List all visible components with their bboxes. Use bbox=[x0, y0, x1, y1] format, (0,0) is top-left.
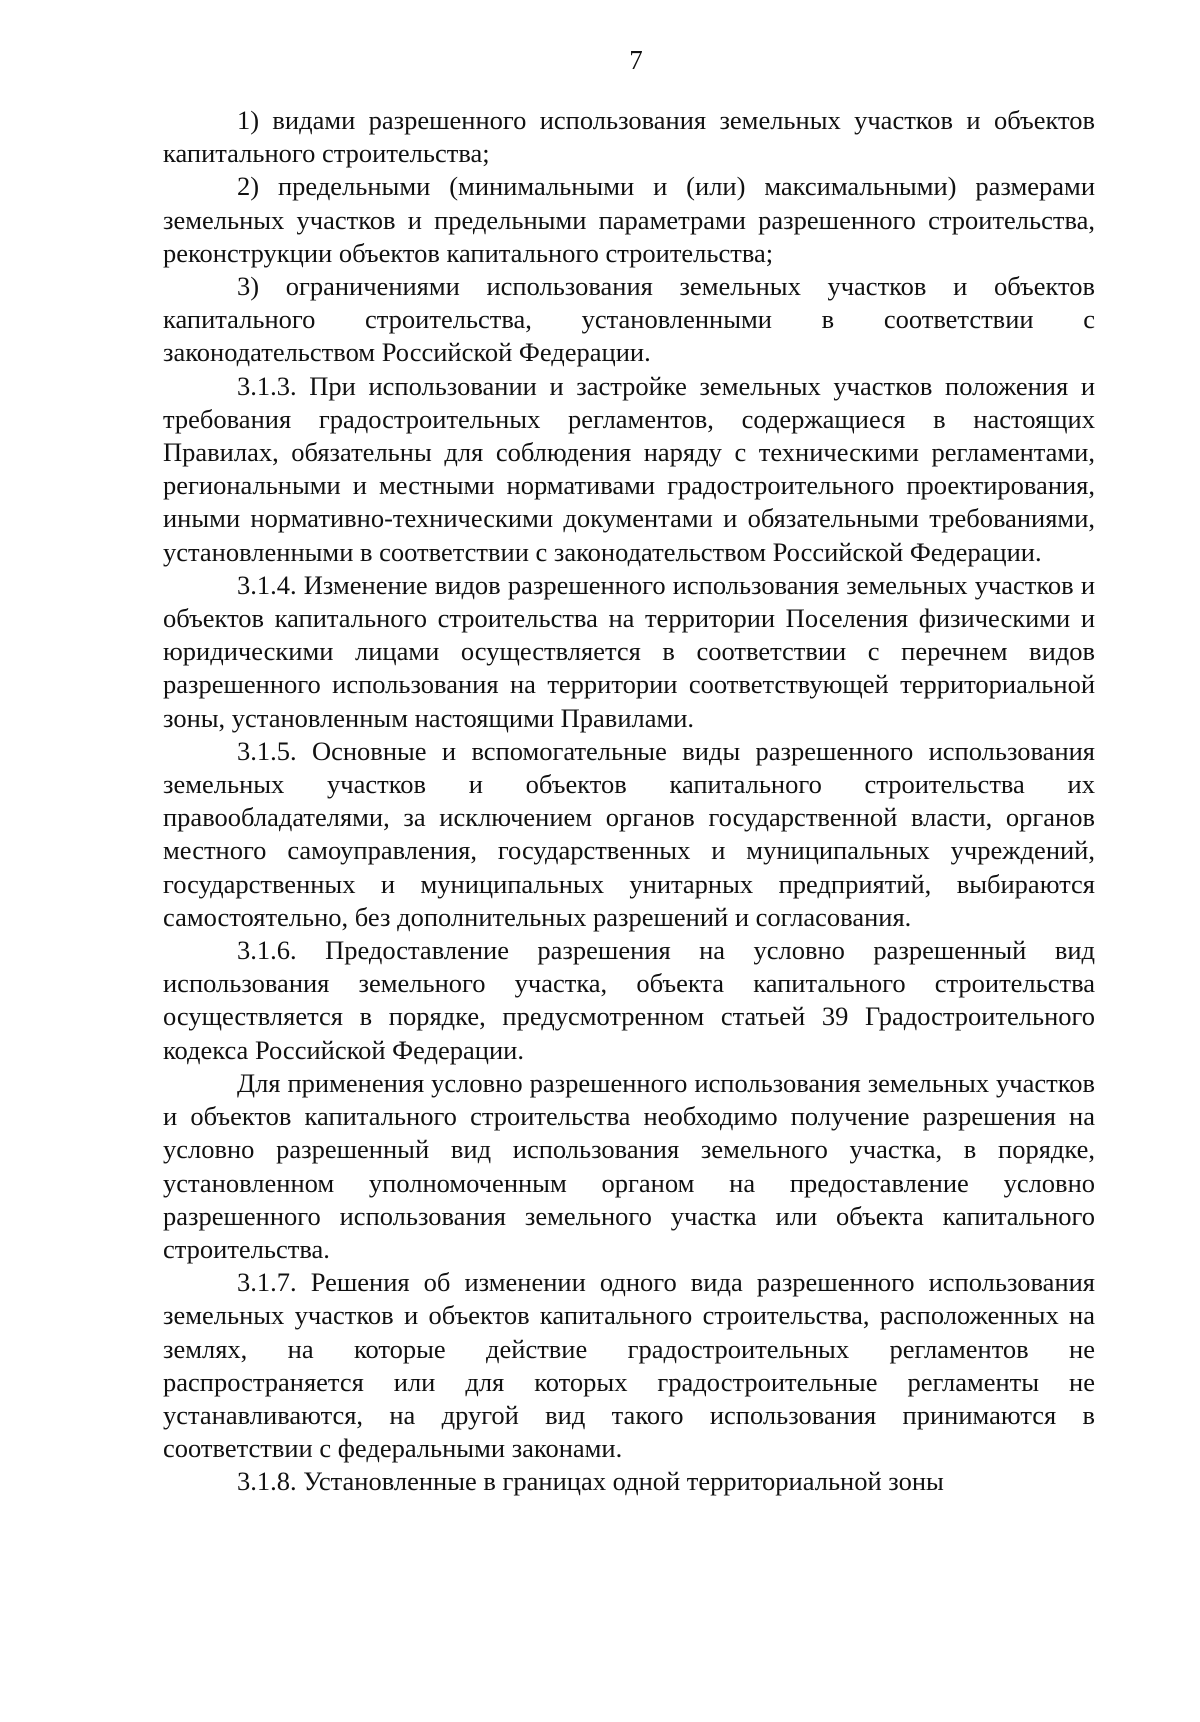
paragraph-3-1-8: 3.1.8. Установленные в границах одной территориальной зоны bbox=[237, 1466, 944, 1497]
paragraph-item-2: 2) предельными (минимальными и (или) максимальными) размерами земельных участков и предельными параметрами разрешенного строительства, реконструкции объектов капитального строительства; bbox=[163, 171, 1095, 268]
paragraph-item-3: 3) ограничениями использования земельных участков и объектов капитального строительства, установленными в соответствии с законодательством Российской Федерации. bbox=[163, 271, 1095, 368]
paragraph-3-1-6: 3.1.6. Предоставление разрешения на условно разрешенный вид использования земельного участка, объекта капитального строительства осуществляется в порядке, предусмотренном статьей 39 Градостроительного кодекса Российской Федерации. bbox=[163, 935, 1095, 1065]
paragraph-3-1-5: 3.1.5. Основные и вспомогательные виды разрешенного использования земельных участков и объектов капитального строительства их правообладателями, за исключением органов государственной власти, органов местного самоуправления, государственных и муниципальных учреждений, государственных и муниципальных унитарных предприятий, выбираются самостоятельно, без дополнительных разрешений и согласования. bbox=[163, 735, 1095, 932]
page-number: 7 bbox=[629, 45, 643, 75]
paragraph-item-1: 1) видами разрешенного использования земельных участков и объектов капитального строительства; bbox=[163, 105, 1095, 169]
document-body bbox=[163, 104, 1095, 1499]
paragraph-3-1-4: 3.1.4. Изменение видов разрешенного использования земельных участков и объектов капитального строительства на территории Поселения физическими и юридическими лицами осуществляется в соответствии с перечнем видов разрешенного использования на территории соответствующей территориальной зоны, установленным настоящими Правилами. bbox=[163, 569, 1095, 733]
paragraph-conditional-use: Для применения условно разрешенного использования земельных участков и объектов капитального строительства необходимо получение разрешения на условно разрешенный вид использования земельного участка, в порядке, установленном уполномоченным органом на предоставление условно разрешенного использования земельного участка или объекта капитального строительства. bbox=[163, 1067, 1095, 1264]
paragraph-3-1-7: 3.1.7. Решения об изменении одного вида разрешенного использования земельных участков и объектов капитального строительства, расположенных на землях, на которые действие градостроительных регламентов не распространяется или для которых градостроительные регламенты не устанавливаются, на другой вид такого использования принимаются в соответствии с федеральными законами. bbox=[163, 1267, 1095, 1464]
paragraph-3-1-3: 3.1.3. При использовании и застройке земельных участков положения и требования градостроительных регламентов, содержащиеся в настоящих Правилах, обязательны для соблюдения наряду с техническими регламентами, региональными и местными нормативами градостроительного проектирования, иными нормативно-техническими документами и обязательными требованиями, установленными в соответствии с законодательством Российской Федерации. bbox=[163, 370, 1095, 567]
